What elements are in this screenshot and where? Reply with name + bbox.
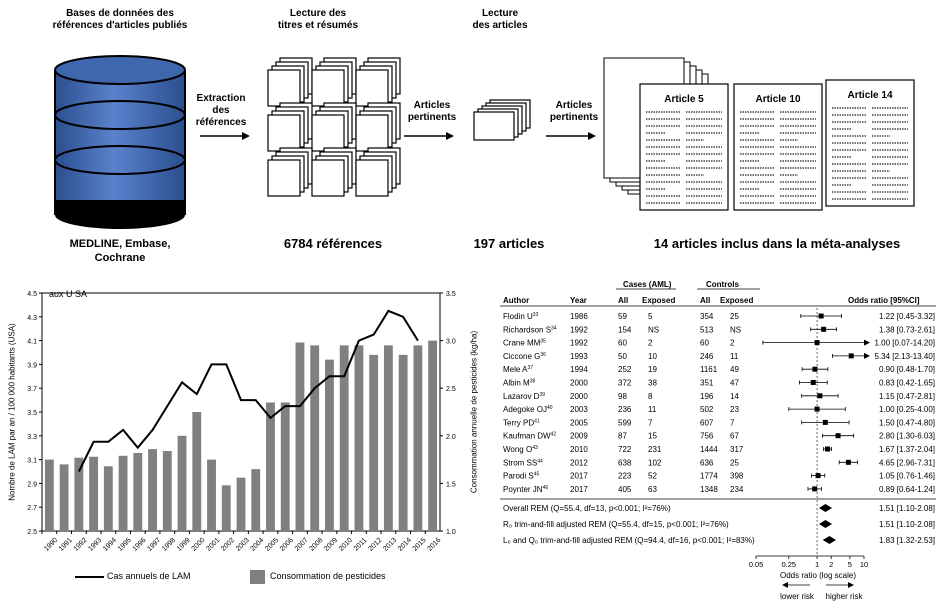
study-row xyxy=(503,312,935,321)
article-title: Article 5 xyxy=(664,94,704,105)
study-author: Ciccone $G^{36}$ xyxy=(503,351,546,361)
xtick-label: 2008 xyxy=(308,536,325,553)
ytick-label: 3.7 xyxy=(27,386,37,394)
x-tick-label: 2 xyxy=(829,560,834,569)
summary-or: 1.51 [1.10-2.08] xyxy=(878,520,935,529)
point-estimate xyxy=(812,486,817,491)
study-year: 2000 xyxy=(570,378,588,388)
study-author: Lazarov $D^{39}$ xyxy=(503,391,546,401)
study-ref: 42 xyxy=(550,431,557,438)
screening-caption-2: titres et résumés xyxy=(277,20,359,31)
y2tick-label: 2.5 xyxy=(446,386,456,394)
study-ref: 33 xyxy=(532,312,539,318)
study-year: 1992 xyxy=(570,338,588,348)
summary-or: 1.83 [1.32-2.53] xyxy=(878,536,935,545)
forest-lower-risk: lower risk xyxy=(780,592,814,601)
summary-diamond xyxy=(823,536,836,544)
study-row xyxy=(503,485,935,494)
summary-row xyxy=(503,520,935,529)
legend-line-label: Cas annuels de LAM xyxy=(107,571,191,581)
study-ctrl-exp: 398 xyxy=(730,471,744,481)
xtick-label: 2005 xyxy=(264,536,281,553)
study-ctrl-exp: 49 xyxy=(730,365,739,375)
xtick-label: 2016 xyxy=(426,536,443,553)
study-ref: 34 xyxy=(551,325,557,332)
study-ctrl-all: 351 xyxy=(700,378,714,388)
study-year: 1993 xyxy=(570,351,588,361)
legend-bar-label: Consommation de pesticides xyxy=(270,571,386,581)
study-ref: 37 xyxy=(527,365,534,372)
point-estimate xyxy=(819,314,824,319)
count-references: 6784 références xyxy=(283,236,383,251)
xtick-label: 1995 xyxy=(116,536,133,553)
study-cases-exp: 15 xyxy=(648,431,657,441)
study-row xyxy=(503,352,935,361)
point-estimate xyxy=(811,380,816,385)
study-cases-all: 236 xyxy=(618,405,632,415)
xtick-label: 1992 xyxy=(72,536,89,553)
article-title: Article 14 xyxy=(847,90,893,101)
summary-diamond xyxy=(819,504,832,512)
study-year: 2003 xyxy=(570,405,588,415)
ytick-label: 2.7 xyxy=(27,505,37,513)
forest-header-controls: Controls xyxy=(706,280,739,289)
study-author: Adegoke OJ$^{40}$ xyxy=(503,405,553,415)
study-year: 2017 xyxy=(570,484,588,494)
chart-ylabel: Nombre de LAM par an / 100 000 habitants (USA) xyxy=(7,323,17,501)
point-estimate xyxy=(817,393,822,398)
study-cases-all: 59 xyxy=(618,312,627,321)
ytick-label: 3.1 xyxy=(27,457,37,465)
xtick-label: 1994 xyxy=(102,536,119,553)
study-ref: 45 xyxy=(533,471,540,478)
study-ref: 46 xyxy=(542,484,549,491)
study-row xyxy=(503,445,935,454)
forest-header-ctrl-all: All xyxy=(700,296,711,305)
xtick-label: 2004 xyxy=(249,536,266,553)
study-cases-all: 98 xyxy=(618,391,627,401)
study-ctrl-all: 756 xyxy=(700,431,714,441)
study-year: 1992 xyxy=(570,325,588,335)
study-ctrl-exp: 11 xyxy=(730,351,739,361)
reading-caption-1: Lecture xyxy=(481,8,519,19)
xtick-label: 1993 xyxy=(87,536,104,553)
study-cases-exp: 10 xyxy=(648,351,657,361)
y2tick-label: 3.0 xyxy=(446,338,456,346)
summary-diamond xyxy=(819,520,832,528)
xtick-label: 2012 xyxy=(367,536,384,553)
study-ref: 41 xyxy=(534,418,540,425)
chart-annotation: aux U SA xyxy=(49,289,88,299)
study-cases-all: 87 xyxy=(618,431,627,441)
study-year: 1986 xyxy=(570,312,588,321)
study-cases-all: 599 xyxy=(618,418,632,428)
study-row xyxy=(503,432,935,441)
study-row xyxy=(503,405,935,414)
pertinent-2a: Articles xyxy=(555,100,593,111)
study-year: 2000 xyxy=(570,391,588,401)
study-cases-all: 50 xyxy=(618,351,627,361)
study-row xyxy=(503,472,935,481)
study-cases-all: 405 xyxy=(618,484,632,494)
study-cases-exp: 5 xyxy=(648,312,653,321)
study-cases-exp: 19 xyxy=(648,365,657,375)
study-cases-exp: 8 xyxy=(648,391,653,401)
pertinent-2b: pertinents xyxy=(549,112,599,123)
xtick-label: 2001 xyxy=(205,536,222,553)
extraction-label-2: des xyxy=(212,105,230,116)
summary-label: R₀ trim-and-fill adjusted REM (Q=55.4, df=15, p<0.001; I²=76%) xyxy=(503,520,729,529)
study-ctrl-exp: 23 xyxy=(730,405,739,415)
study-cases-all: 60 xyxy=(618,338,627,348)
xtick-label: 2015 xyxy=(411,536,428,553)
forest-higher-risk: higher risk xyxy=(825,592,863,601)
y2tick-label: 2.0 xyxy=(446,433,456,441)
study-cases-exp: 63 xyxy=(648,484,657,494)
study-or-text: 0.89 [0.64-1.24] xyxy=(878,484,935,494)
study-year: 2017 xyxy=(570,471,588,481)
count-articles: 197 articles xyxy=(473,236,545,251)
study-or-text: 2.80 [1.30-6.03] xyxy=(878,431,935,441)
xtick-label: 2013 xyxy=(382,536,399,553)
xtick-label: 2006 xyxy=(279,536,295,553)
ytick-label: 3.5 xyxy=(27,410,37,417)
forest-header-ctrl-exposed: Exposed xyxy=(720,296,754,305)
study-year: 1994 xyxy=(570,365,588,375)
study-author: Poynter JN$^{46}$ xyxy=(503,484,549,494)
study-cases-exp: 231 xyxy=(648,445,662,454)
study-cases-exp: 38 xyxy=(648,378,657,388)
study-cases-all: 154 xyxy=(618,325,632,335)
study-ctrl-all: 513 xyxy=(700,325,714,335)
study-author: Parodi $S^{45}$ xyxy=(503,471,540,481)
summary-or: 1.51 [1.10-2.08] xyxy=(878,504,935,513)
xtick-label: 2007 xyxy=(293,536,310,553)
xtick-label: 1996 xyxy=(131,536,148,553)
summary-label: L₀ and Q₀ trim-and-fill adjusted REM (Q=94.4, df=16, p<0.001; I²=83%) xyxy=(503,536,755,545)
x-tick-label: 0.05 xyxy=(748,560,764,569)
ytick-label: 4.3 xyxy=(27,314,37,322)
study-year: 2010 xyxy=(570,445,588,454)
study-or-text: 4.65 [2.96-7.31] xyxy=(878,458,935,468)
xtick-label: 1991 xyxy=(57,536,74,553)
xtick-label: 2014 xyxy=(396,536,413,553)
study-ctrl-exp: 2 xyxy=(730,338,735,348)
extraction-label-1: Extraction xyxy=(196,93,246,104)
xtick-label: 2010 xyxy=(337,536,354,553)
study-cases-exp: 11 xyxy=(648,405,657,415)
higher-risk-arrow-icon xyxy=(848,582,854,588)
point-estimate xyxy=(821,327,826,332)
study-ctrl-all: 354 xyxy=(700,312,714,321)
xtick-label: 1997 xyxy=(146,536,163,553)
point-estimate xyxy=(836,433,841,438)
study-author: Crane MM$^{35}$ xyxy=(503,338,546,348)
study-ref: 44 xyxy=(537,458,543,465)
study-author: Richardson $S^{34}$ xyxy=(503,325,557,335)
x-tick-label: 1 xyxy=(814,560,820,569)
study-cases-exp: 2 xyxy=(648,338,653,348)
study-author: Albin $M^{38}$ xyxy=(503,378,536,388)
study-ctrl-all: 502 xyxy=(700,405,714,415)
study-row xyxy=(503,365,935,374)
ytick-label: 3.9 xyxy=(27,362,37,370)
study-year: 2009 xyxy=(570,431,588,441)
study-or-text: 1.00 [0.25-4.00] xyxy=(878,405,935,415)
forest-xlabel: Odds ratio (log scale) xyxy=(779,571,857,580)
point-estimate xyxy=(823,420,828,425)
study-ref: 36 xyxy=(540,351,546,358)
screening-caption-1: Lecture des xyxy=(289,8,347,19)
y2tick-label: 1.5 xyxy=(446,481,456,489)
xtick-label: 1990 xyxy=(43,536,60,553)
study-ref: 35 xyxy=(540,338,546,345)
ytick-label: 4.1 xyxy=(27,338,37,346)
study-year: 2012 xyxy=(570,458,588,468)
study-ref: 40 xyxy=(547,405,553,412)
study-ctrl-all: 196 xyxy=(700,391,714,401)
study-or-text: 1.05 [0.76-1.46] xyxy=(878,471,935,481)
xtick-label: 1999 xyxy=(175,536,192,553)
study-or-text: 1.15 [0.47-2.81] xyxy=(878,391,935,401)
summary-row xyxy=(503,536,935,545)
study-ctrl-exp: 317 xyxy=(730,445,744,454)
study-ctrl-all: 1348 xyxy=(700,484,718,494)
forest-header-cases: Cases (AML) xyxy=(623,280,672,289)
db-sources-2: Cochrane xyxy=(94,252,146,264)
pertinent-1a: Articles xyxy=(413,100,451,111)
ytick-label: 2.9 xyxy=(27,481,37,489)
study-author: Wong $O^{43}$ xyxy=(503,445,538,454)
y2tick-label: 1.0 xyxy=(446,529,456,536)
study-author: Terry PD$^{41}$ xyxy=(503,418,540,428)
study-or-text: 1.67 [1.37-2.04] xyxy=(878,445,935,454)
point-estimate xyxy=(812,367,817,372)
forest-header-or: Odds ratio [95%CI] xyxy=(848,296,920,305)
study-cases-exp: 7 xyxy=(648,418,653,428)
study-or-text: 0.83 [0.42-1.65] xyxy=(878,378,935,388)
study-ctrl-exp: 7 xyxy=(730,418,735,428)
db-caption: Bases de données des références d'articles publiés xyxy=(52,8,188,31)
study-ctrl-all: 607 xyxy=(700,418,714,428)
xtick-label: 2002 xyxy=(220,536,237,553)
x-tick-label: 10 xyxy=(859,560,869,569)
study-cases-exp: 102 xyxy=(648,458,662,468)
study-ctrl-exp: 25 xyxy=(730,312,739,321)
study-ctrl-all: 60 xyxy=(700,338,709,348)
xtick-label: 2009 xyxy=(323,536,340,553)
summary-label: Overall REM (Q=55.4, df=13, p<0.001; I²=76%) xyxy=(503,504,671,513)
study-row xyxy=(503,392,935,401)
ci-arrow-icon xyxy=(864,353,870,359)
study-cases-all: 372 xyxy=(618,378,632,388)
study-or-text: 1.00 [0.07-14.20] xyxy=(874,338,935,348)
xtick-label: 2003 xyxy=(234,536,251,553)
point-estimate xyxy=(846,460,851,465)
study-or-text: 5.34 [2.13-13.40] xyxy=(874,351,935,361)
study-ctrl-all: 1444 xyxy=(700,445,718,454)
ytick-label: 3.3 xyxy=(27,433,37,441)
forest-header-author: Author xyxy=(503,296,530,305)
study-cases-exp: 52 xyxy=(648,471,657,481)
study-row xyxy=(503,418,935,427)
study-ref: 38 xyxy=(529,378,536,385)
study-author: Mele $A^{37}$ xyxy=(503,365,534,375)
ci-arrow-icon xyxy=(864,340,870,346)
study-ctrl-exp: 67 xyxy=(730,431,739,441)
ytick-label: 2.5 xyxy=(27,529,37,536)
study-ctrl-all: 246 xyxy=(700,351,714,361)
study-or-text: 1.22 [0.45-3.32] xyxy=(878,312,935,321)
count-included: 14 articles inclus dans la méta-analyses xyxy=(653,236,901,251)
x-tick-label: 5 xyxy=(847,560,852,569)
article-title: Article 10 xyxy=(755,94,801,105)
study-author: Strom SS$^{44}$ xyxy=(503,458,543,468)
y2tick-label: 3.5 xyxy=(446,291,456,298)
study-ctrl-all: 1161 xyxy=(700,365,718,375)
chart-y2label: Consommation annuelle de pesticides (kg/ha) xyxy=(469,330,479,494)
ytick-label: 4.5 xyxy=(27,291,37,298)
lower-risk-arrow-icon xyxy=(782,582,788,588)
study-row xyxy=(503,458,935,467)
point-estimate xyxy=(849,353,854,358)
study-or-text: 1.38 [0.73-2.61] xyxy=(878,325,935,335)
summary-row xyxy=(503,504,935,513)
study-ctrl-exp: NS xyxy=(730,325,742,335)
study-author: Flodin $U^{33}$ xyxy=(503,312,539,321)
study-or-text: 1.50 [0.47-4.80] xyxy=(878,418,935,428)
forest-header-cases-exposed: Exposed xyxy=(642,296,676,305)
study-ref: 43 xyxy=(532,445,538,451)
pertinent-1b: pertinents xyxy=(407,112,457,123)
study-ctrl-all: 636 xyxy=(700,458,714,468)
study-year: 2005 xyxy=(570,418,588,428)
study-ctrl-all: 1774 xyxy=(700,471,718,481)
point-estimate xyxy=(825,447,830,452)
reading-caption-2: des articles xyxy=(472,20,528,31)
study-cases-all: 722 xyxy=(618,445,632,454)
study-cases-all: 223 xyxy=(618,471,632,481)
study-ctrl-exp: 234 xyxy=(730,484,744,494)
study-ctrl-exp: 47 xyxy=(730,378,739,388)
study-cases-exp: NS xyxy=(648,325,660,335)
point-estimate xyxy=(816,473,821,478)
study-cases-all: 638 xyxy=(618,458,632,468)
study-ref: 39 xyxy=(539,391,546,398)
study-author: Kaufman DW$^{42}$ xyxy=(503,431,557,441)
study-row xyxy=(503,379,935,388)
xtick-label: 2000 xyxy=(190,536,207,553)
extraction-label-3: références xyxy=(195,117,247,128)
forest-header-year: Year xyxy=(570,296,587,305)
study-row xyxy=(503,339,935,348)
x-tick-label: 0.25 xyxy=(781,560,797,569)
study-or-text: 0.90 [0.48-1.70] xyxy=(878,365,935,375)
xtick-label: 2011 xyxy=(352,536,369,553)
forest-header-cases-all: All xyxy=(618,296,629,305)
study-ctrl-exp: 14 xyxy=(730,391,739,401)
db-sources-1: MEDLINE, Embase, xyxy=(69,238,171,250)
study-ctrl-exp: 25 xyxy=(730,458,739,468)
study-cases-all: 252 xyxy=(618,365,632,375)
xtick-label: 1998 xyxy=(161,536,178,553)
study-row xyxy=(503,325,935,334)
